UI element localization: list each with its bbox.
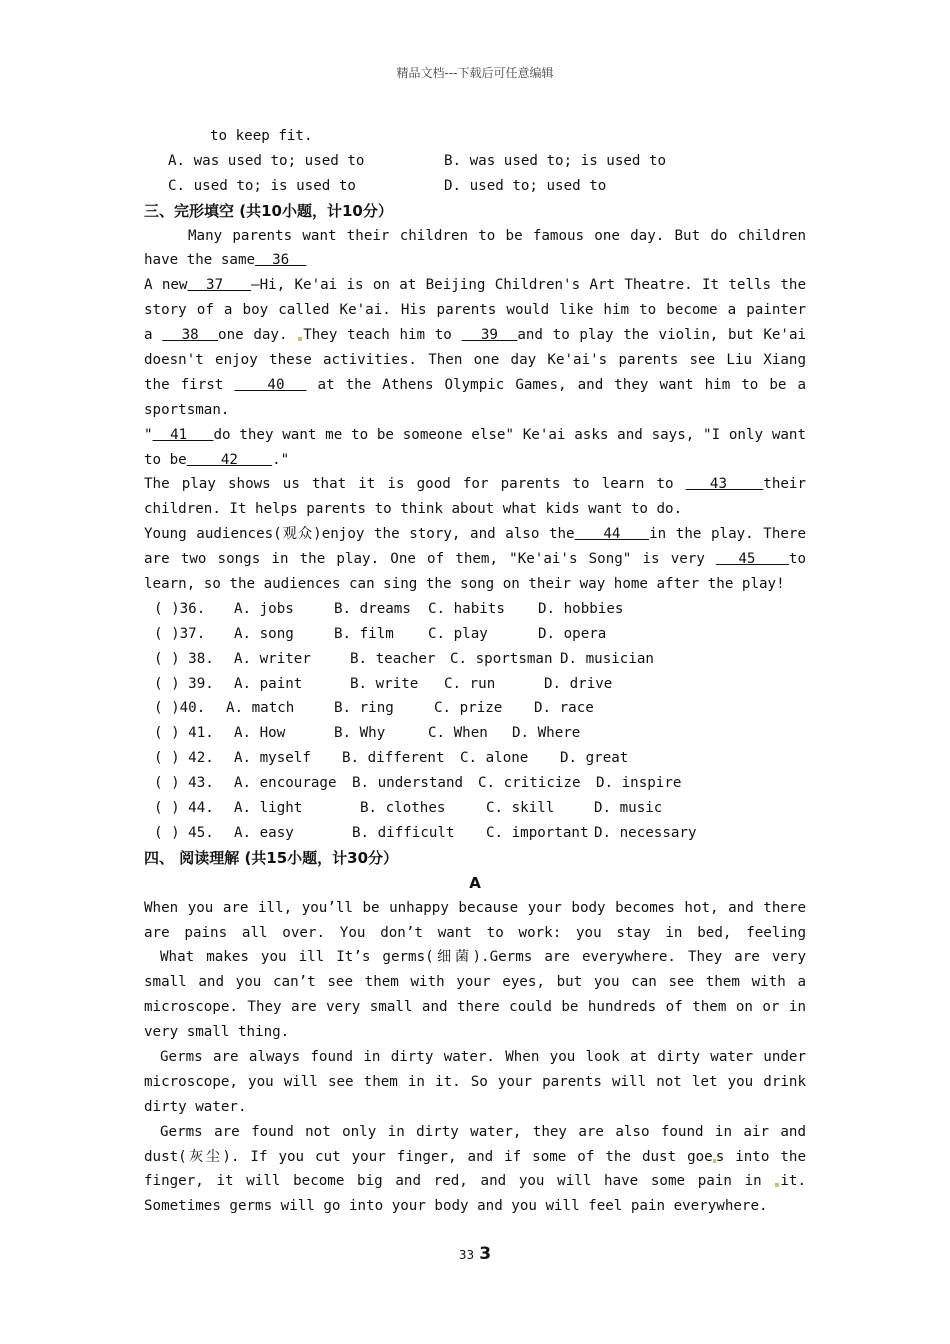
page-header: 精品文档---下载后可任意编辑 — [396, 66, 554, 80]
prev-option-d: D. used to; used to — [444, 177, 607, 194]
reading-line-9: dirty water. — [144, 1098, 247, 1115]
prev-options-row-2 — [144, 174, 806, 199]
cloze-line-4: story of a boy called Ke'ai. His parents would like him to become a painter — [144, 302, 806, 319]
blank-37: 37 — [187, 277, 252, 294]
cloze-line-7: the first 40 at the Athens Olympic Games, and they want him to be a — [144, 376, 806, 393]
cloze-line-10: to be 42 ." — [144, 451, 290, 468]
cloze-line-12: children. It helps parents to think about what kids want to do. — [144, 501, 683, 518]
cloze-line-15: learn, so the audiences can sing the song on their way home after the play! — [144, 576, 785, 593]
reading-line-1: When you are ill, you’ll be unhappy because your body becomes hot, and there — [144, 899, 806, 916]
reading-line-3: What makes you ill It’s germs(细菌).Germs are everywhere. They are very — [160, 949, 806, 966]
reading-line-6: very small thing. — [144, 1024, 290, 1041]
question-row: ( )37. A. song B. film C. play D. opera — [154, 625, 607, 642]
cloze-line-2: have the same 36 — [144, 252, 307, 269]
cloze-line-14: are two songs in the play. One of them, "Ke'ai's Song" is very 45 to — [144, 551, 806, 568]
reading-line-13: Sometimes germs will go into your body and you will feel pain everywhere. — [144, 1198, 768, 1215]
prev-option-c: C. used to; is used to — [168, 177, 356, 194]
question-row: ( ) 42. A. myself B. different C. alone D. great — [154, 750, 629, 767]
question-row: ( ) 45. A. easy B. difficult C. important D. necessary — [154, 824, 697, 841]
cloze-line-1: Many parents want their children to be famous one day. But do children — [188, 227, 806, 244]
prev-question-tail: to keep fit. — [210, 128, 313, 144]
cloze-line-6: doesn't enjoy these activities. Then one day Ke'ai's parents see Liu Xiang — [144, 352, 806, 369]
blank-39: 39 — [461, 327, 518, 344]
blank-45: 45 — [716, 551, 789, 568]
blank-44: 44 — [574, 526, 650, 543]
question-list — [144, 597, 806, 846]
stray-mark — [775, 1183, 779, 1187]
cloze-line-13: Young audiences(观众)enjoy the story, and also the 44 in the play. There — [144, 526, 806, 543]
cloze-line-9: " 41 do they want me to be someone else" Ke'ai asks and says, "I only want — [144, 426, 806, 443]
question-row: ( ) 38. A. writer B. teacher C. sportsman D. musician — [154, 650, 654, 667]
question-row: ( )36. A. jobs B. dreams C. habits D. hobbies — [154, 600, 624, 617]
section-4-heading: 四、 阅读理解 (共15小题，计30分） — [144, 848, 399, 867]
blank-42: 42 — [186, 451, 273, 468]
question-row: ( ) 41. A. How B. Why C. When D. Where — [154, 725, 581, 742]
reading-line-12: finger, it will become big and red, and you will have some pain in it. — [144, 1173, 806, 1190]
page-number-large: 3 — [479, 1244, 492, 1264]
reading-line-4: small and you can’t see them with your eyes, but you can see them with a — [144, 974, 806, 991]
question-row: ( ) 39. A. paint B. write C. run D. drive — [154, 675, 613, 692]
reading-line-11: dust(灰尘). If you cut your finger, and if some of the dust goe s into the — [144, 1148, 806, 1165]
cloze-line-3: A new 37 —Hi, Ke'ai is on at Beijing Children's Art Theatre. It tells the — [144, 277, 806, 294]
cloze-line-5: a 38 one day. They teach him to 39 and to play the violin, but Ke'ai — [144, 327, 806, 344]
reading-line-2: are pains all over. You don’t want to work: you stay in bed, feeling — [144, 924, 806, 941]
page-number — [0, 1244, 950, 1264]
cloze-line-11: The play shows us that it is good for parents to learn to 43 their — [144, 476, 806, 493]
page-number-small: 33 — [458, 1248, 475, 1262]
reading-line-10: Germs are found not only in dirty water, they are also found in air and — [160, 1123, 806, 1140]
question-row: ( ) 44. A. light B. clothes C. skill D. music — [154, 800, 663, 817]
blank-36: 36 — [255, 252, 307, 269]
document-body — [144, 124, 806, 1219]
prev-options-row-1 — [144, 149, 806, 174]
reading-line-8: microscope, you will see them in it. So your parents will not let you drink — [144, 1073, 806, 1090]
question-row: ( )40. A. match B. ring C. prize D. race — [154, 700, 594, 717]
cloze-line-8: sportsman. — [144, 401, 230, 418]
reading-line-7: Germs are always found in dirty water. When you look at dirty water under — [160, 1048, 806, 1065]
blank-38: 38 — [162, 327, 219, 344]
passage-label: A — [469, 873, 481, 892]
blank-43: 43 — [685, 476, 764, 493]
prev-option-b: B. was used to; is used to — [444, 152, 667, 169]
section-3-heading: 三、完形填空 (共10小题，计10分） — [144, 201, 393, 220]
question-row: ( ) 43. A. encourage B. understand C. criticize D. inspire — [154, 775, 682, 792]
blank-41: 41 — [152, 426, 214, 443]
prev-option-a: A. was used to; used to — [168, 152, 365, 169]
blank-40: 40 — [234, 376, 307, 393]
stray-mark — [298, 337, 302, 341]
reading-line-5: microscope. They are very small and there could be hundreds of them on or in — [144, 999, 806, 1016]
